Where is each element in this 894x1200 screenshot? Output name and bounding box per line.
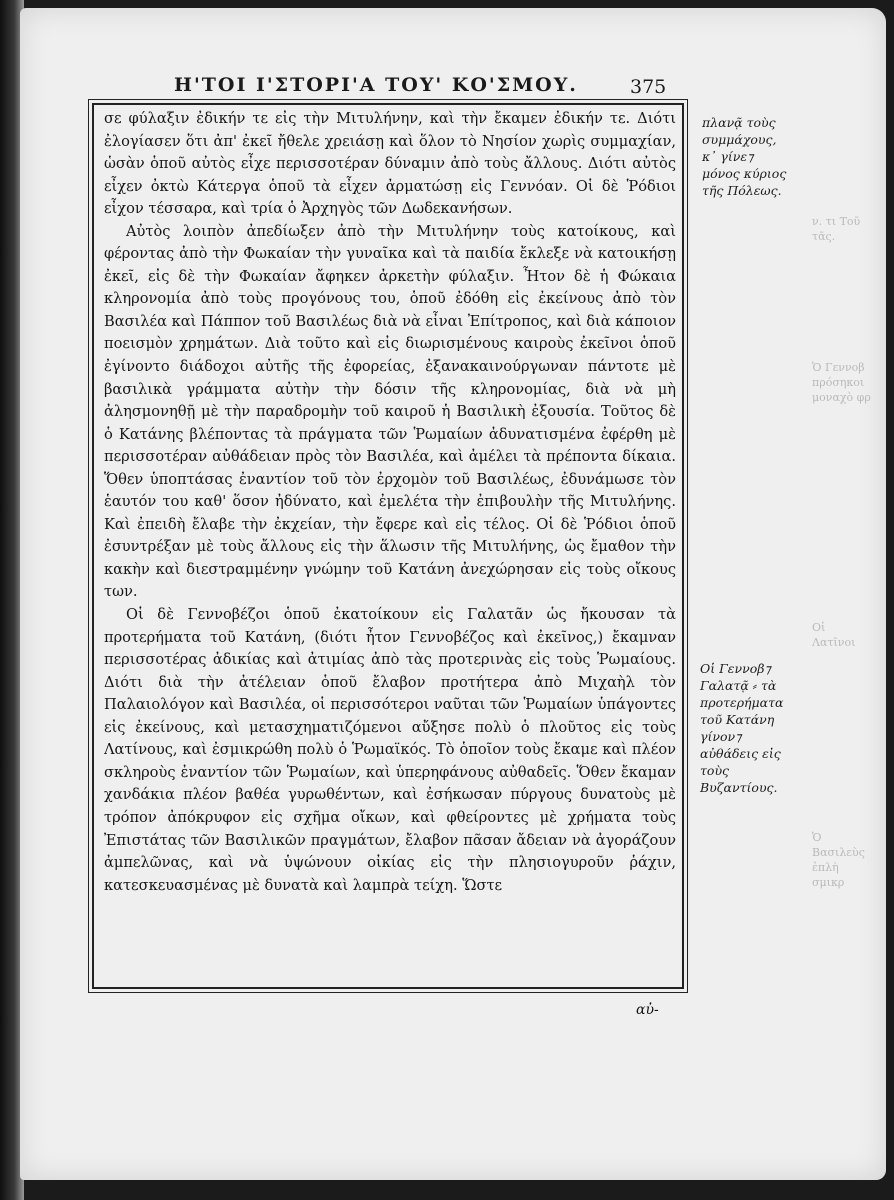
paragraph: σε φύλαξιν ἐδικήν τε εἰς τὴν Μιτυλήνην, καὶ τὴν ἔκαμεν ἐδικήν τε. Διότι ἐλογίασεν ὅτι ἀπ' ἐκεῖ ἤθελε χρειάσῃ καὶ ὅλον τὸ Νησίον χωρὶς συμμαχίαν, ὡσὰν ὁποῦ αὐτὸς εἶχε περισσοτέραν δύναμιν ἀπὸ τοὺς ἄλλους. Διότι αὐτὸς εἶχεν ὀκτὼ Κάτεργα ὁποῦ τὰ εἶχεν ἀρματώσῃ εἰς Γεννόαν. Οἱ δὲ Ῥόδιοι εἶχον τέσσαρα, καὶ τρία ὁ Ἀρχηγὸς τῶν Δωδεκανήσων. xyxy=(104,110,676,218)
paragraph: Οἱ δὲ Γεννοβέζοι ὁποῦ ἐκατοίκουν εἰς Γαλατᾶν ὡς ἤκουσαν τὰ προτερήματα τοῦ Κατάνη, (διότι ἦτον Γεννοβέζος καὶ ἐκεῖνος,) ἔκαμναν περισσοτέρας ἀδικίας καὶ ἀτιμίας ἀπὸ τὰς προτερινὰς εἰς τοὺς Ῥωμαίους. Διότι διὰ τὴν ἀτέλειαν ὁποῦ ἔλαβον προτήτερα ἀπὸ Μιχαὴλ τὸν Παλαιολόγον καὶ Βασιλέα, οἱ περισσότεροι ναῦται τῶν Ῥωμαίων ὑπάγοντες εἰς ἐκείνους, καὶ μετασχηματιζόμενοι αὔξησε πολὺ ὁ πλοῦτος εἰς τοὺς Λατίνους, καὶ ἐσμικρώθη πολὺ ὁ Ῥωμαϊκός. Τὸ ὁποῖον τοὺς ἔκαμε καὶ πλέον σκληροὺς ἐναντίον τῶν Ῥωμαίων, καὶ ὑπερηφάνους αὐθαδεῖς. Ὅθεν ἔκαμαν χανδάκια πλέον βαθέα γυρωθέντων, καὶ ἐσήκωσαν πύργους δυνατοὺς μὲ τρόπον ἀπόκρυφον εἰς σχῆμα οἴκων, καὶ φθείροντες μὲ χρήματα τοὺς Ἐπιστάτας τῶν Βασιλικῶν πραγμάτων, ἔλαβον πᾶσαν ἄδειαν νὰ ἀγοράζουν ἀμπελῶνας, καὶ νὰ ὑψώνουν οἰκίας εἰς τὴν πλησιογυροῦν ῥάχιν, κατεσκευασμένας μὲ δυνατὰ καὶ λαμπρὰ τείχη. Ὥστε xyxy=(104,606,676,894)
paragraph: Αὐτὸς λοιπὸν ἀπεδίωξεν ἀπὸ τὴν Μιτυλήνην τοὺς κατοίκους, καὶ φέροντας ἀπὸ τὴν Φωκαίαν τὴν γυναῖκα καὶ τὰ παιδία ἔκλεξε νὰ κατοικήσῃ ἐκεῖ, εἰς δὲ τὴν Φωκαίαν ἄφηκεν ἀρκετὴν φύλαξιν. Ἦτον δὲ ἡ Φώκαια κληρονομία ἀπὸ τοὺς προγόνους του, ὁποῦ ἐδόθη εἰς ἐκείνους ἀπὸ τὸν Βασιλέα καὶ Πάππον τοῦ Βασιλέως διὰ νὰ εἶναι Ἐπίτροπος, καὶ διὰ κάποιον ποεισμὸν χρημάτων. Διὰ τοῦτο καὶ εἰς διωρισμένους καιροὺς ἐκεῖνοι ὁποῦ ἐγίνοντο διάδοχοι αὐτῆς τῆς ἐφορείας, ἐξανακαινούργωναν πάντοτε μὲ βασιλικὰ γράμματα αὐτὴν τὴν δόσιν τῆς κληρονομίας, διὰ νὰ μὴ ἀλησμονηθῇ μὲ τὴν παραδρομὴν τοῦ καιροῦ ἡ Βασιλικὴ ἐξουσία. Τοῦτος δὲ ὁ Κατάνης βλέποντας τὰ πράγματα τῶν Ῥωμαίων ἀδυνατισμένα ἐφέρθη μὲ περισσοτέραν αὐθάδειαν πρὸς τὸν Βασιλέα, καὶ ἀμέλει τὰ πρέποντα δίκαια. Ὅθεν ὑποπτάσας ἐναντίον τοῦ τὸν ἐρχομὸν τοῦ Βασιλέως, ἐδυνάμωσε τὸν ἑαυτόν του καθ' ὅσον ἠδύνατο, καὶ ἐμελέτα τὴν ἐπιβουλὴν τῆς Μιτυλήνης. Καὶ ἐπειδὴ ἔλαβε τὴν ἐκχείαν, τὴν ἔφερε καὶ εἰς τέλος. Οἱ δὲ Ῥόδιοι ὁποῦ ἐσυντρέξαν μὲ τοὺς ἄλλους εἰς τὴν ἅλωσιν τῆς Μιτυλήνης, ὡς ἔμαθον τὴν κακὴν καὶ διεστραμμένην γνώμην τοῦ Κατάνη ἀνεχώρησαν εἰς τοὺς οἴκους των. xyxy=(104,222,676,601)
margin-note: Οἱ Γεννοβ⁊ Γαλατᾷ ⸗ τὰ προτερήματα τοῦ Κατάνη γίνον⁊ αὐθάδεις εἰς τοὺς Βυζαντίους. xyxy=(700,661,784,795)
page-number: 375 xyxy=(630,76,667,98)
bleed-through-text: Ὁ Γεννοβ πρόσηκοι μοναχὸ φρ xyxy=(812,361,871,404)
running-head: Η'ΤΟΙ Ι'ΣΤΟΡΙ'Α ΤΟΥ' ΚΟ'ΣΜΟΥ. xyxy=(174,74,578,96)
bleed-through-text: ν. τι Τοῦ τᾶς. xyxy=(812,215,861,243)
bleed-through-text: Οἱ Λατῖνοι xyxy=(812,621,856,649)
main-text-block xyxy=(104,108,676,984)
margin-note: πλανᾷ τοὺς συμμάχους, κ᾽ γίνε⁊ μόνος κύριος τῆς Πόλεως. xyxy=(702,115,787,198)
bleed-through-text: Ὁ Βασιλεὺς ἐπλὴ σμικρ xyxy=(812,831,865,889)
catchword: αὐ- xyxy=(636,1002,659,1018)
